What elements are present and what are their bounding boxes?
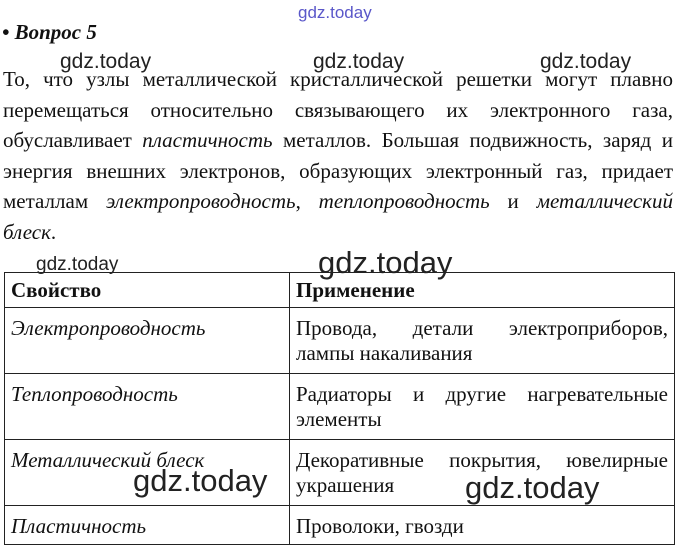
separator: , — [295, 189, 319, 214]
watermark: gdz.today — [133, 463, 268, 498]
question-heading: • Вопрос 5 — [2, 20, 97, 44]
application-cell: Провода, детали электроприборов, лампы накаливания — [290, 308, 675, 374]
term-thermal-conductivity: теплопроводность — [318, 189, 490, 214]
watermark: gdz.today — [60, 50, 152, 73]
watermark: gdz.today — [313, 50, 405, 73]
header-application: Применение — [290, 273, 675, 308]
table-row — [5, 374, 675, 440]
paragraph-text: То, что узлы металлической кристаллической решетки могут плавно перемещаться относительно связывающего их электронного газа, обуславливает — [3, 67, 673, 153]
table-header-row — [5, 273, 675, 308]
property-cell: Электропроводность — [5, 308, 290, 374]
answer-paragraph — [3, 64, 673, 248]
watermark: gdz.today — [318, 245, 453, 280]
term-metallic-luster: металлический блеск — [3, 189, 673, 244]
watermark: gdz.today — [540, 50, 632, 73]
application-cell: Декоративные покрытия, ювелирные украшения — [290, 440, 675, 506]
property-cell: Металлический блеск — [5, 440, 290, 506]
table-row — [5, 506, 675, 545]
term-conductivity: электропроводность — [105, 189, 296, 214]
application-cell: Проволоки, гвозди — [290, 506, 675, 545]
separator: и — [489, 189, 537, 214]
header-property: Свойство — [5, 273, 290, 308]
watermark-top: gdz.today — [298, 3, 372, 22]
application-cell: Радиаторы и другие нагревательные элементы — [290, 374, 675, 440]
property-cell: Пластичность — [5, 506, 290, 545]
paragraph-text: металлов. Большая подвижность, заряд и энергия внешних электронов, образующих электронный газ, придает металлам — [3, 128, 673, 214]
table-row — [5, 308, 675, 374]
paragraph-end: . — [50, 219, 57, 244]
watermark: gdz.today — [36, 254, 119, 275]
property-cell: Теплопроводность — [5, 374, 290, 440]
watermark: gdz.today — [465, 470, 600, 505]
term-plasticity: пластичность — [142, 128, 273, 153]
